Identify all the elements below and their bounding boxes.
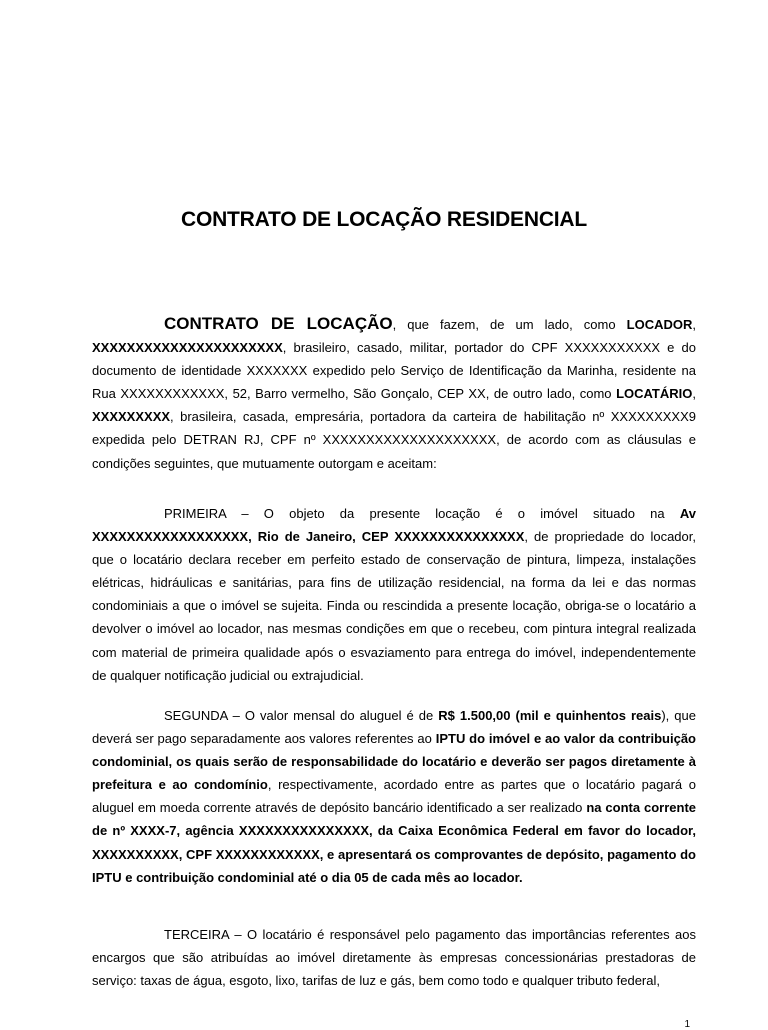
- document-title: CONTRATO DE LOCAÇÃO RESIDENCIAL: [180, 208, 588, 231]
- text-run: , brasileiro, casado, militar, portador do CPF XXXXXXXXXXX e do documento de identidade XXXXXXX expedido pelo Serviço de Identificação da Marinha, residente na Rua XXXXXXXXXXXX, 52, Barro vermelho, São Gonçalo, CEP XX, de outro lado, como: [92, 340, 696, 402]
- clause-segunda: [92, 704, 696, 889]
- text-run: ,: [692, 317, 696, 332]
- text-run: ), que deverá ser pago separadamente aos valores referentes ao: [92, 708, 696, 747]
- contract-lead: CONTRATO DE LOCAÇÃO: [164, 314, 393, 333]
- text-run: , brasileira, casada, empresária, portadora da carteira de habilitação nº XXXXXXXXX9 expedida pelo DETRAN RJ, CPF nº XXXXXXXXXXXXXXXXXXXX, de acordo com as cláusulas e condições seguintes, que mutuamente outorgam e aceitam:: [92, 409, 696, 471]
- bold-run: Av XXXXXXXXXXXXXXXXXX, Rio de Janeiro, CEP XXXXXXXXXXXXXXX: [92, 506, 696, 545]
- text-run: , de propriedade do locador, que o locatário declara receber em perfeito estado de conservação de pintura, limpeza, instalações elétricas, hidráulicas e sanitárias, para fins de utilização residencial, na forma da lei e das normas condominiais a que o imóvel se sujeita. Finda ou rescindida a presente locação, obriga-se o locatário a devolver o imóvel ao locador, nas mesmas condições em que o recebeu, com pintura integral realizada com material de primeira qualidade após o esvaziamento para entrega do imóvel, independentemente de qualquer notificação judicial ou extrajudicial.: [92, 529, 696, 683]
- bold-run: R$ 1.500,00 (mil e quinhentos reais: [438, 708, 662, 723]
- text-run: TERCEIRA – O locatário é responsável pelo pagamento das importâncias referentes aos encargos que são atribuídas ao imóvel diretamente às empresas concessionárias prestadoras de serviço: taxas de água, esgoto, lixo, tarifas de luz e gás, bem como todo e qualquer tributo federal,: [92, 927, 696, 989]
- clause-primeira: [92, 502, 696, 687]
- text-run: , respectivamente, acordado entre as partes que o locatário pagará o aluguel em moeda corrente através de depósito bancário identificado a ser realizado: [92, 777, 696, 816]
- page-number: 1: [684, 1019, 690, 1030]
- clause-terceira: [92, 923, 696, 992]
- text-run: , que fazem, de um lado, como: [392, 317, 627, 332]
- bold-run: IPTU do imóvel e ao valor da contribuição condominial, os quais serão de responsabilidade do locatário e deverão ser pagos diretamente à prefeitura e ao condomínio: [92, 731, 696, 793]
- text-run: ,: [692, 386, 696, 402]
- bold-run: XXXXXXXXX: [92, 409, 171, 425]
- text-run: SEGUNDA – O valor mensal do aluguel é de: [164, 708, 439, 723]
- bold-run: LOCADOR: [626, 317, 693, 332]
- bold-run: XXXXXXXXXXXXXXXXXXXXXX: [92, 340, 283, 356]
- bold-run: LOCATÁRIO: [616, 386, 693, 402]
- text-run: PRIMEIRA – O objeto da presente locação é o imóvel situado na: [164, 506, 680, 521]
- bold-run: na conta corrente de nº XXXX-7, agência XXXXXXXXXXXXXXX, da Caixa Econômica Federal em favor do locador, XXXXXXXXXX, CPF XXXXXXXXXXXX, e apresentará os comprovantes de depósito, pagamento do IPTU e contribuição condominial até o dia 05 de cada mês ao locador.: [92, 800, 696, 885]
- paragraph-parties: [92, 312, 696, 475]
